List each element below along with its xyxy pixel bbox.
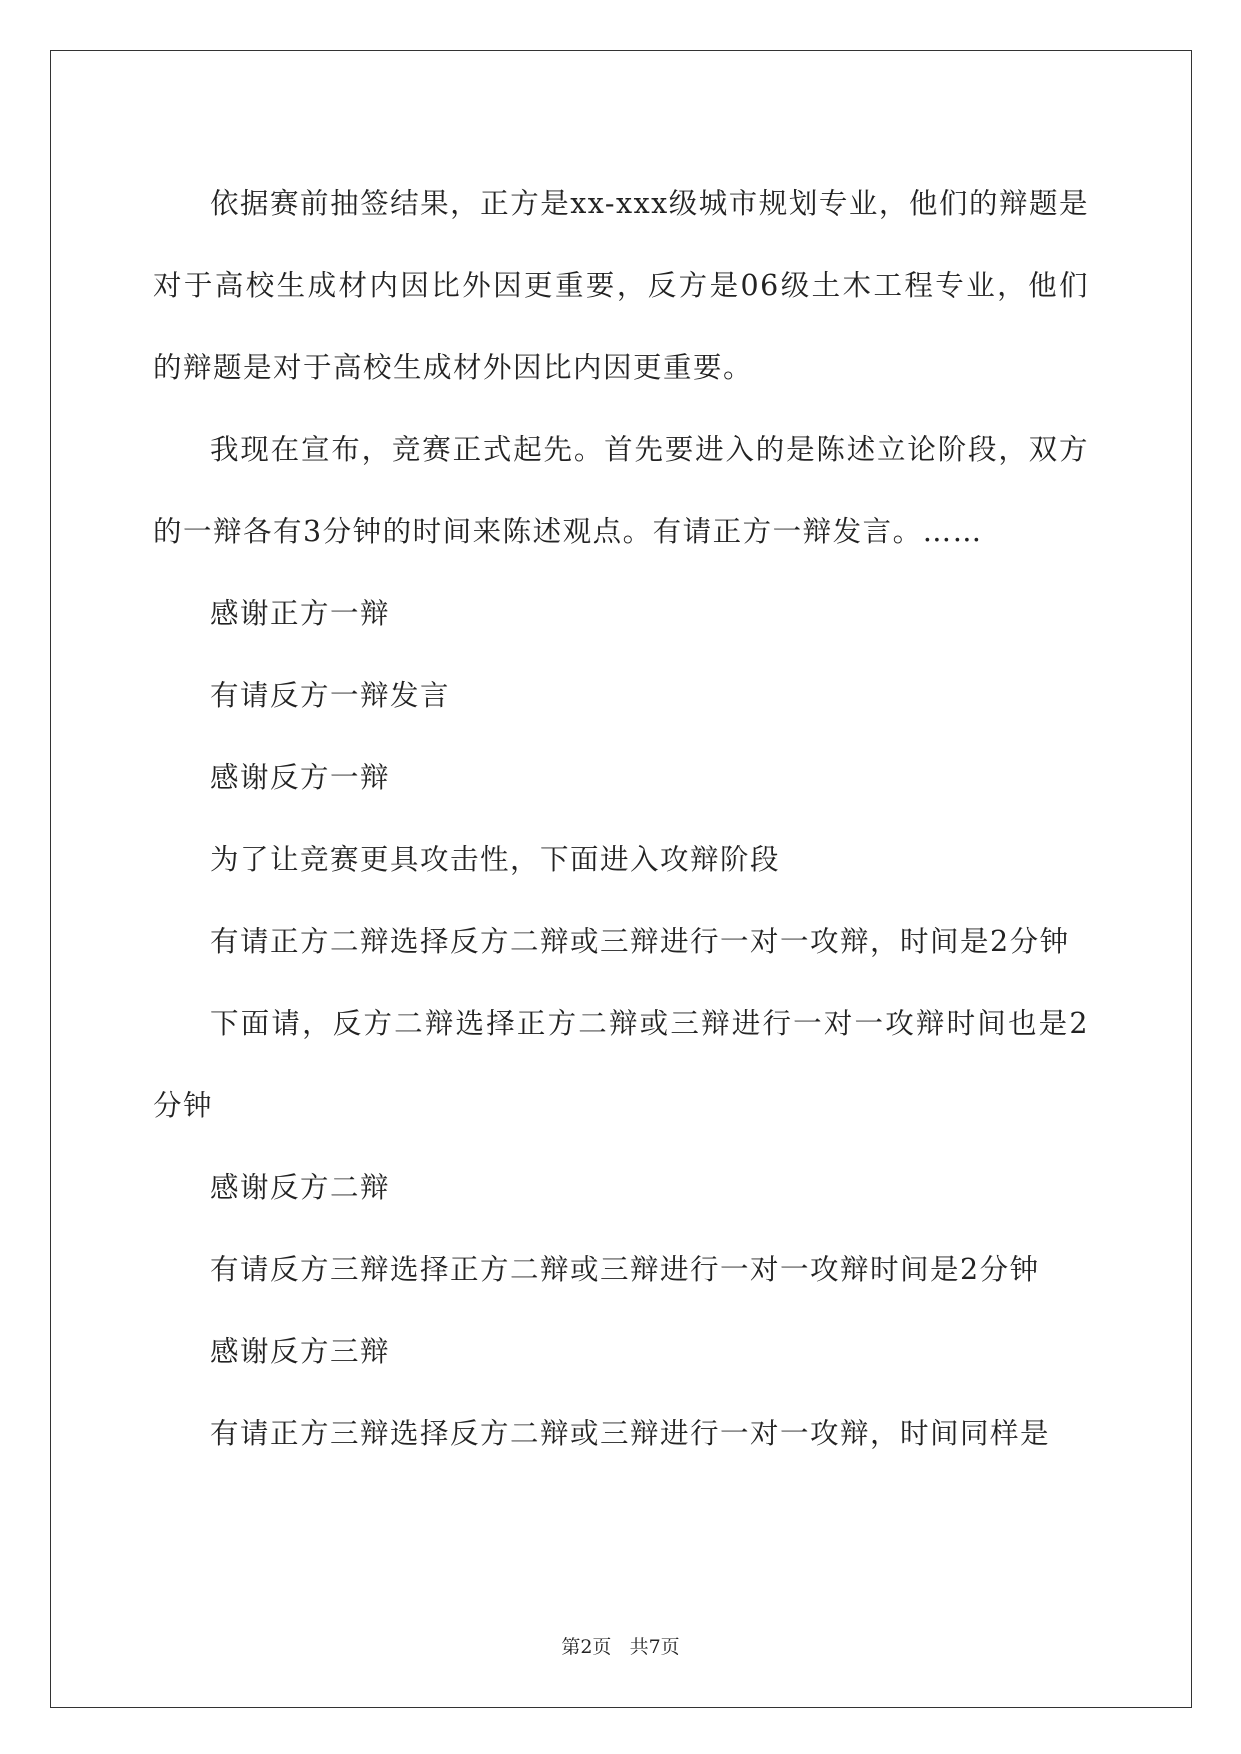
paragraph: 有请反方一辩发言: [210, 679, 451, 712]
page-number: 第2页: [561, 1636, 612, 1658]
paragraph: 下面请，反方二辩选择正方二辩或三辩进行一对一攻辩时间也是2分钟: [153, 1007, 1089, 1122]
paragraph: 有请正方二辩选择反方二辩或三辩进行一对一攻辩，时间是2分钟: [210, 925, 1070, 958]
paragraph: 感谢反方二辩: [210, 1171, 391, 1204]
paragraph: 感谢反方一辩: [210, 761, 391, 794]
paragraph: 有请正方三辩选择反方二辩或三辩进行一对一攻辩，时间同样是: [210, 1417, 1051, 1450]
paragraph: 依据赛前抽签结果，正方是xx-xxx级城市规划专业，他们的辩题是对于高校生成材内因比外因更重要，反方是06级土木工程专业，他们的辩题是对于高校生成材外因比内因更重要。: [153, 187, 1089, 384]
document-body: [153, 163, 1089, 1475]
page-total: 共7页: [629, 1636, 680, 1658]
paragraph: 我现在宣布，竞赛正式起先。首先要进入的是陈述立论阶段，双方的一辩各有3分钟的时间来陈述观点。有请正方一辩发言。……: [153, 433, 1089, 548]
paragraph: 为了让竞赛更具攻击性，下面进入攻辩阶段: [210, 843, 781, 876]
paragraph: 感谢反方三辩: [210, 1335, 391, 1368]
paragraph: 有请反方三辩选择正方二辩或三辩进行一对一攻辩时间是2分钟: [210, 1253, 1040, 1286]
paragraph: 感谢正方一辩: [210, 597, 391, 630]
page-footer: [0, 1632, 1241, 1659]
